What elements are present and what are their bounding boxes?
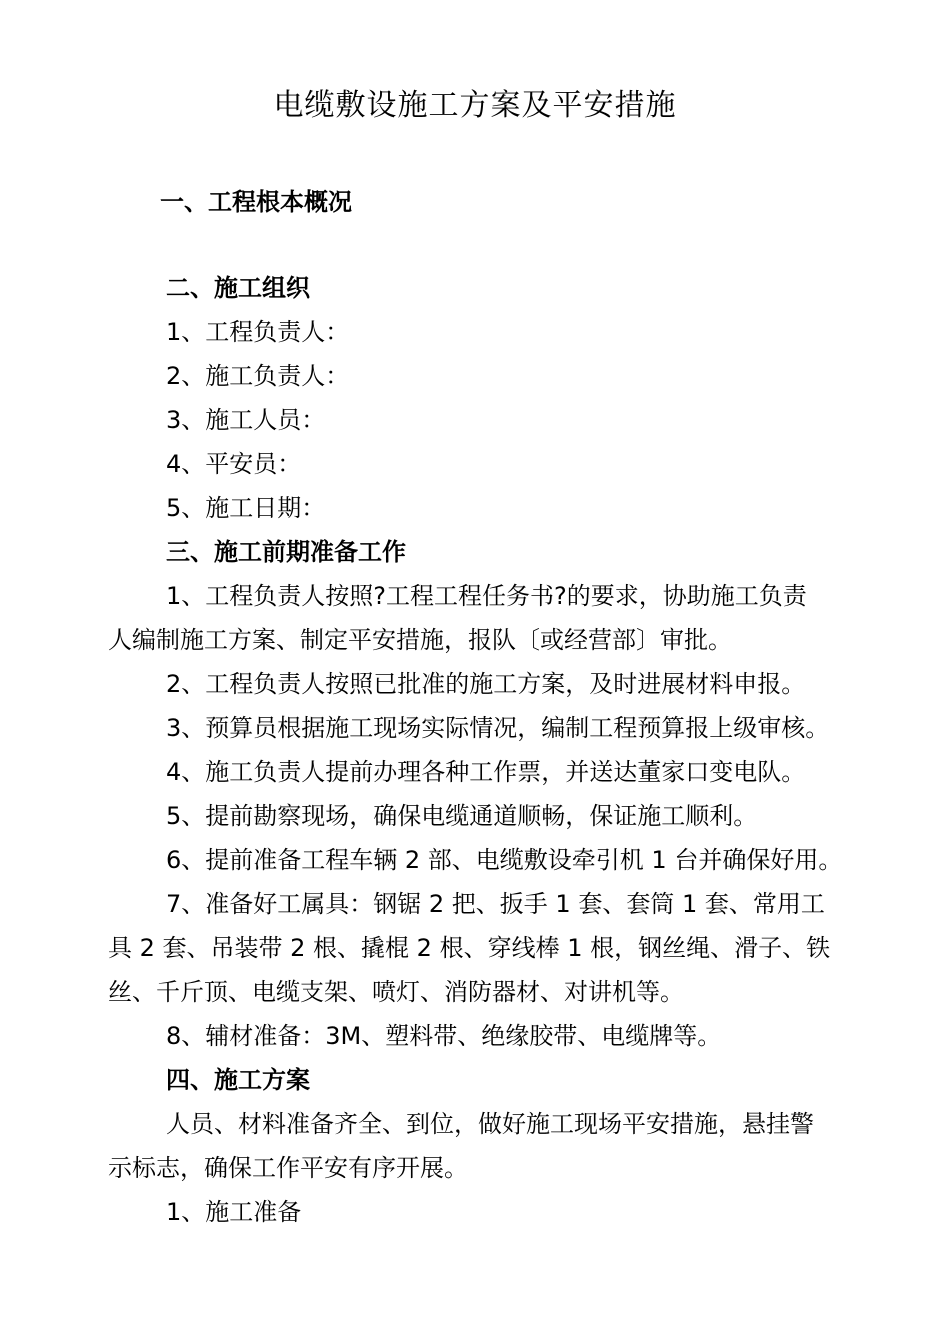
prep-item-7-line-2: 具 2 套、吊装带 2 根、撬棍 2 根、穿线棒 1 根，钢丝绳、滑子、铁 — [108, 934, 831, 962]
plan-paragraph-line-1: 人员、材料准备齐全、到位，做好施工现场平安措施，悬挂警 — [166, 1110, 814, 1138]
prep-item-2: 2、工程负责人按照已批准的施工方案，及时进展材料申报。 — [166, 670, 806, 698]
org-item-workers: 3、施工人员： — [166, 406, 326, 434]
org-item-construction-manager: 2、施工负责人： — [166, 362, 350, 390]
plan-item-1: 1、施工准备 — [166, 1198, 302, 1226]
org-item-safety-officer: 4、平安员： — [166, 450, 302, 478]
section-heading-preparation: 三、施工前期准备工作 — [166, 538, 406, 566]
section-heading-organization: 二、施工组织 — [166, 274, 310, 302]
org-item-date: 5、施工日期： — [166, 494, 326, 522]
section-heading-overview: 一、工程根本概况 — [160, 188, 352, 216]
plan-paragraph-line-2: 示标志，确保工作平安有序开展。 — [108, 1154, 468, 1182]
prep-item-1-line-2: 人编制施工方案、制定平安措施，报队〔或经营部〕审批。 — [108, 626, 732, 654]
prep-item-4: 4、施工负责人提前办理各种工作票，并送达董家口变电队。 — [166, 758, 806, 786]
prep-item-8: 8、辅材准备：3M、塑料带、绝缘胶带、电缆牌等。 — [166, 1022, 722, 1050]
prep-item-1-line-1: 1、工程负责人按照?工程工程任务书?的要求，协助施工负责 — [166, 582, 807, 610]
prep-item-7-line-1: 7、准备好工属具：钢锯 2 把、扳手 1 套、套筒 1 套、常用工 — [166, 890, 825, 918]
prep-item-5: 5、提前勘察现场，确保电缆通道顺畅，保证施工顺利。 — [166, 802, 758, 830]
prep-item-3: 3、预算员根据施工现场实际情况，编制工程预算报上级审核。 — [166, 714, 830, 742]
document-title: 电缆敷设施工方案及平安措施 — [273, 88, 677, 123]
prep-item-7-line-3: 丝、千斤顶、电缆支架、喷灯、消防器材、对讲机等。 — [108, 978, 684, 1006]
section-heading-plan: 四、施工方案 — [166, 1066, 310, 1094]
org-item-project-manager: 1、工程负责人： — [166, 318, 350, 346]
prep-item-6: 6、提前准备工程车辆 2 部、电缆敷设牵引机 1 台并确保好用。 — [166, 846, 843, 874]
